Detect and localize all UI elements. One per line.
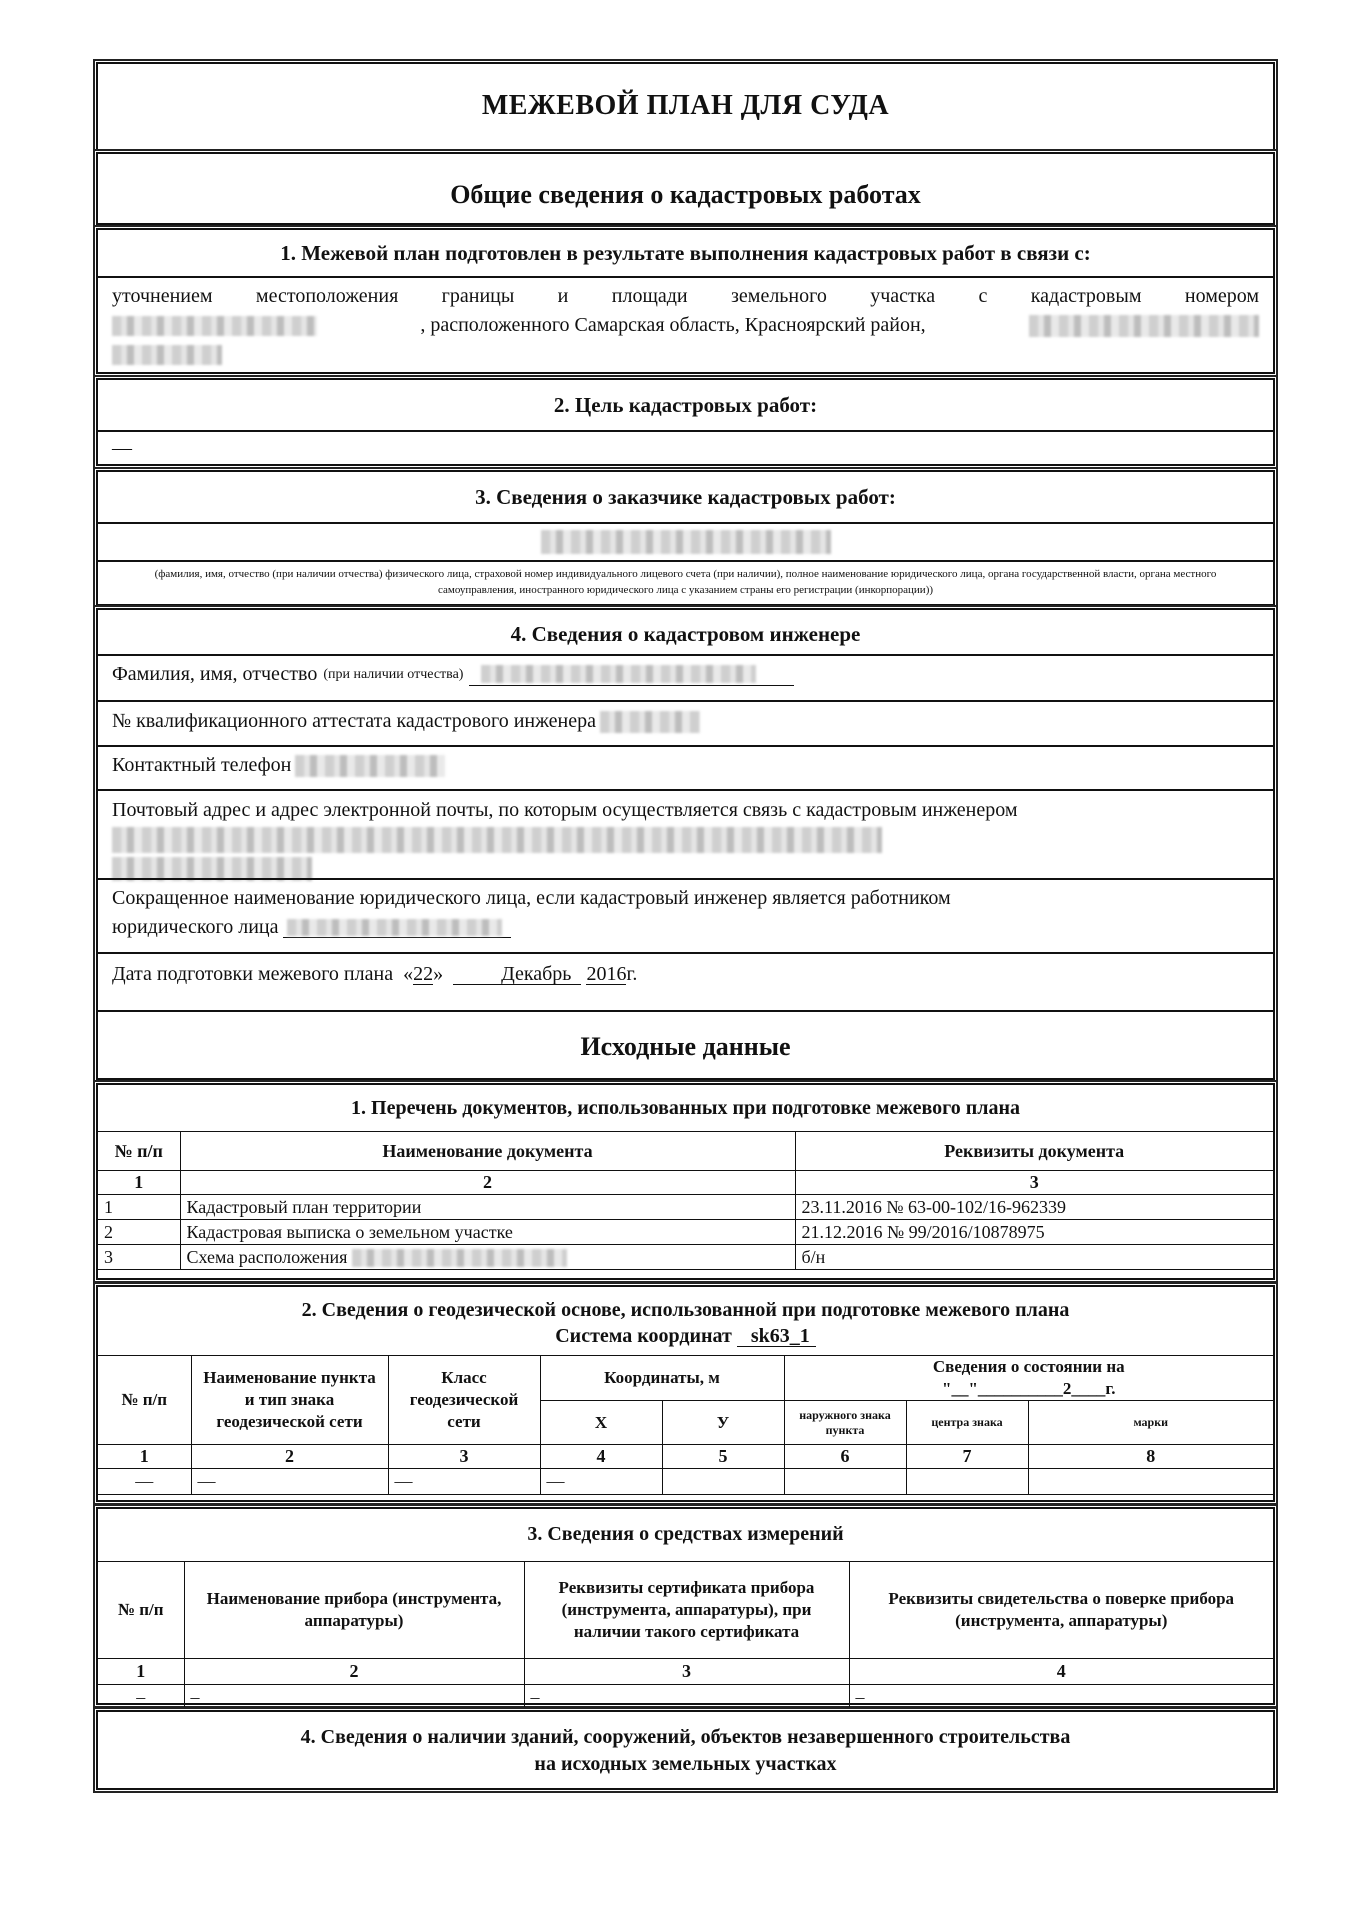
doc-num: 1: [98, 1195, 180, 1220]
table-row: [98, 1245, 1273, 1270]
instr-col-verification: Реквизиты свидетельства о поверке прибора (инструмента, аппаратуры): [849, 1562, 1273, 1659]
doc-name-cell: [180, 1245, 795, 1270]
geo-mark: [1028, 1469, 1273, 1495]
doc-name: Кадастровый план территории: [180, 1195, 795, 1220]
geo-state-line2: "__"__________2____г.: [942, 1379, 1116, 1398]
geodesic-colnum-row: [98, 1445, 1273, 1469]
documents-table: [98, 1131, 1273, 1270]
colnum-4: 4: [849, 1659, 1273, 1685]
geo-col-coords: Координаты, м: [540, 1356, 784, 1401]
geo-name: —: [191, 1469, 388, 1495]
col-header-num: № п/п: [98, 1132, 180, 1171]
doc-details: 21.12.2016 № 99/2016/10878975: [795, 1220, 1273, 1245]
table-row: [98, 1195, 1273, 1220]
source-data-title: Исходные данные: [580, 1032, 791, 1061]
colnum-1: 1: [98, 1445, 191, 1469]
geo-class: —: [388, 1469, 540, 1495]
colnum-2: 2: [191, 1445, 388, 1469]
doc-num: 3: [98, 1245, 180, 1270]
doc-details: б/н: [795, 1245, 1273, 1270]
coord-system-value: sk63_1: [737, 1326, 816, 1347]
engineer-phone-label: Контактный телефон: [112, 754, 292, 776]
section-2: [96, 378, 1275, 466]
redacted-address-line1: [112, 827, 882, 853]
section-3-note: (фамилия, имя, отчество (при наличии отчества) физического лица, страховой номер индивидуального лицевого счета (при наличии), полное наименование юридического лица, органа государственной власти, органа местного самоуправления, иностранного юридического лица с указанием страны его регистрации (инкорпорации)): [154, 568, 1217, 596]
redacted-address-end: [112, 345, 222, 365]
plan-date-year: 2016: [586, 963, 627, 985]
redacted-org-name: [287, 919, 502, 936]
engineer-org-label-line2: юридического лица: [112, 916, 279, 938]
instruments-header-row: [98, 1562, 1273, 1659]
redacted-attestat-number: [600, 711, 700, 733]
customer-name-row: [98, 530, 1273, 554]
colnum-6: 6: [784, 1445, 906, 1469]
colnum-1: 1: [98, 1171, 180, 1195]
engineer-fio-field: [469, 663, 794, 686]
plan-date-month: Декабрь: [453, 964, 581, 985]
geo-col-y: У: [662, 1401, 784, 1445]
colnum-7: 7: [906, 1445, 1028, 1469]
section-3-header: 3. Сведения о заказчике кадастровых работ:: [475, 485, 896, 509]
instruments-table: [98, 1561, 1273, 1710]
buildings-header-line1: 4. Сведения о наличии зданий, сооружений, объектов незавершенного строительства: [300, 1726, 1071, 1748]
documents-section: [96, 1083, 1275, 1280]
section-1-header: 1. Межевой план подготовлен в результате выполнения кадастровых работ в связи с:: [280, 241, 1091, 265]
instr-col-num: № п/п: [98, 1562, 184, 1659]
colnum-1: 1: [98, 1659, 184, 1685]
table-row: [98, 1469, 1273, 1495]
doc-name: Схема расположения: [186, 1246, 348, 1267]
section-3: [96, 470, 1275, 606]
section-4-header: 4. Сведения о кадастровом инженере: [510, 622, 861, 646]
engineer-org-label-line1: Сокращенное наименование юридического лица, если кадастровый инженер является работником: [112, 887, 951, 909]
colnum-3: 3: [388, 1445, 540, 1469]
plan-date-suffix: г.: [626, 963, 638, 985]
redacted-phone: [295, 755, 445, 777]
section-1-line2: , расположенного Самарская область, Красноярский район,: [420, 314, 926, 336]
geo-col-x: X: [540, 1401, 662, 1445]
geo-outer: [784, 1469, 906, 1495]
section-4-engineer: [96, 608, 1275, 1080]
col-header-doc-details: Реквизиты документа: [795, 1132, 1273, 1171]
section-1-body: [98, 282, 1273, 369]
section-2-header: 2. Цель кадастровых работ:: [553, 393, 818, 417]
table-row: [98, 1220, 1273, 1245]
instr-col-name: Наименование прибора (инструмента, аппаратуры): [184, 1562, 524, 1659]
engineer-address-row: [98, 796, 1273, 883]
geo-x: —: [540, 1469, 662, 1495]
geo-num: —: [98, 1469, 191, 1495]
instr-certificate: –: [524, 1685, 849, 1710]
redacted-address-part: [1029, 315, 1259, 337]
title-box: [96, 62, 1275, 152]
redacted-scheme-name: [352, 1249, 567, 1267]
instruments-colnum-row: [98, 1659, 1273, 1685]
section-2-value: —: [112, 437, 132, 459]
colnum-8: 8: [1028, 1445, 1273, 1469]
colnum-5: 5: [662, 1445, 784, 1469]
geodesic-section: [96, 1285, 1275, 1502]
geodesic-header-row-1: [98, 1356, 1273, 1401]
plan-date-row: Дата подготовки межевого плана «22» Декабрь 2016г.: [112, 963, 638, 985]
redacted-engineer-fio: [481, 665, 756, 683]
colnum-3: 3: [524, 1659, 849, 1685]
engineer-org-field: [283, 917, 511, 938]
engineer-fio-label: Фамилия, имя, отчество: [112, 663, 318, 685]
doc-num: 2: [98, 1220, 180, 1245]
doc-details: 23.11.2016 № 63-00-102/16-962339: [795, 1195, 1273, 1220]
engineer-fio-hint: (при наличии отчества): [323, 667, 464, 682]
engineer-phone-row: [98, 751, 1273, 780]
instruments-section: [96, 1507, 1275, 1705]
document-title: МЕЖЕВОЙ ПЛАН ДЛЯ СУДА: [481, 90, 890, 121]
instr-name: –: [184, 1685, 524, 1710]
instr-verification: –: [849, 1685, 1273, 1710]
doc-name: Кадастровая выписка о земельном участке: [180, 1220, 795, 1245]
section-1-line1: уточнением местоположения границы и площади земельного участка с кадастровым номером: [112, 285, 1259, 307]
geo-col-state: [784, 1356, 1273, 1401]
colnum-4: 4: [540, 1445, 662, 1469]
documents-header-row: [98, 1132, 1273, 1171]
engineer-fio-row: [98, 660, 1273, 689]
table-row: [98, 1685, 1273, 1710]
plan-date-label: Дата подготовки межевого плана: [112, 963, 394, 985]
geo-col-name: Наименование пункта и тип знака геодезической сети: [191, 1356, 388, 1445]
instr-col-certificate: Реквизиты сертификата прибора (инструмента, аппаратуры), при наличии такого сертификата: [524, 1562, 849, 1659]
buildings-section: [96, 1710, 1275, 1790]
engineer-attestat-label: № квалификационного аттестата кадастрового инженера: [112, 710, 596, 732]
geo-state-line1: Сведения о состоянии на: [932, 1357, 1125, 1376]
col-header-doc-name: Наименование документа: [180, 1132, 795, 1171]
geodesic-header-line1: 2. Сведения о геодезической основе, использованной при подготовке межевого плана: [301, 1299, 1070, 1321]
engineer-attestat-row: [98, 707, 1273, 736]
colnum-2: 2: [184, 1659, 524, 1685]
engineer-address-label: Почтовый адрес и адрес электронной почты, по которым осуществляется связь с кадастровым инженером: [112, 799, 1018, 821]
geodesic-header: [98, 1297, 1273, 1349]
plan-date-day: 22: [413, 963, 434, 985]
section-1: [96, 228, 1275, 374]
coord-system-label: Система координат: [555, 1325, 732, 1347]
geo-col-num: № п/п: [98, 1356, 191, 1445]
geodesic-table: [98, 1355, 1273, 1495]
buildings-header-line2: на исходных земельных участках: [534, 1753, 837, 1775]
geo-col-center-sign: центра знака: [906, 1401, 1028, 1445]
buildings-header: [98, 1724, 1273, 1778]
instruments-header: 3. Сведения о средствах измерений: [527, 1523, 844, 1545]
redacted-customer-name: [541, 530, 831, 554]
colnum-2: 2: [180, 1171, 795, 1195]
general-title-box: [96, 152, 1275, 225]
documents-header: 1. Перечень документов, использованных при подготовке межевого плана: [351, 1097, 1020, 1119]
colnum-3: 3: [795, 1171, 1273, 1195]
geo-col-class: Класс геодезической сети: [388, 1356, 540, 1445]
instr-num: –: [98, 1685, 184, 1710]
geo-center: [906, 1469, 1028, 1495]
geo-col-outer-sign: наружного знака пункта: [784, 1401, 906, 1445]
geo-col-mark: марки: [1028, 1401, 1273, 1445]
geo-y: [662, 1469, 784, 1495]
engineer-org-row: [98, 884, 1273, 942]
redacted-cadastral-number: [112, 316, 317, 336]
general-section-title: Общие сведения о кадастровых работах: [450, 180, 921, 209]
documents-colnum-row: [98, 1171, 1273, 1195]
